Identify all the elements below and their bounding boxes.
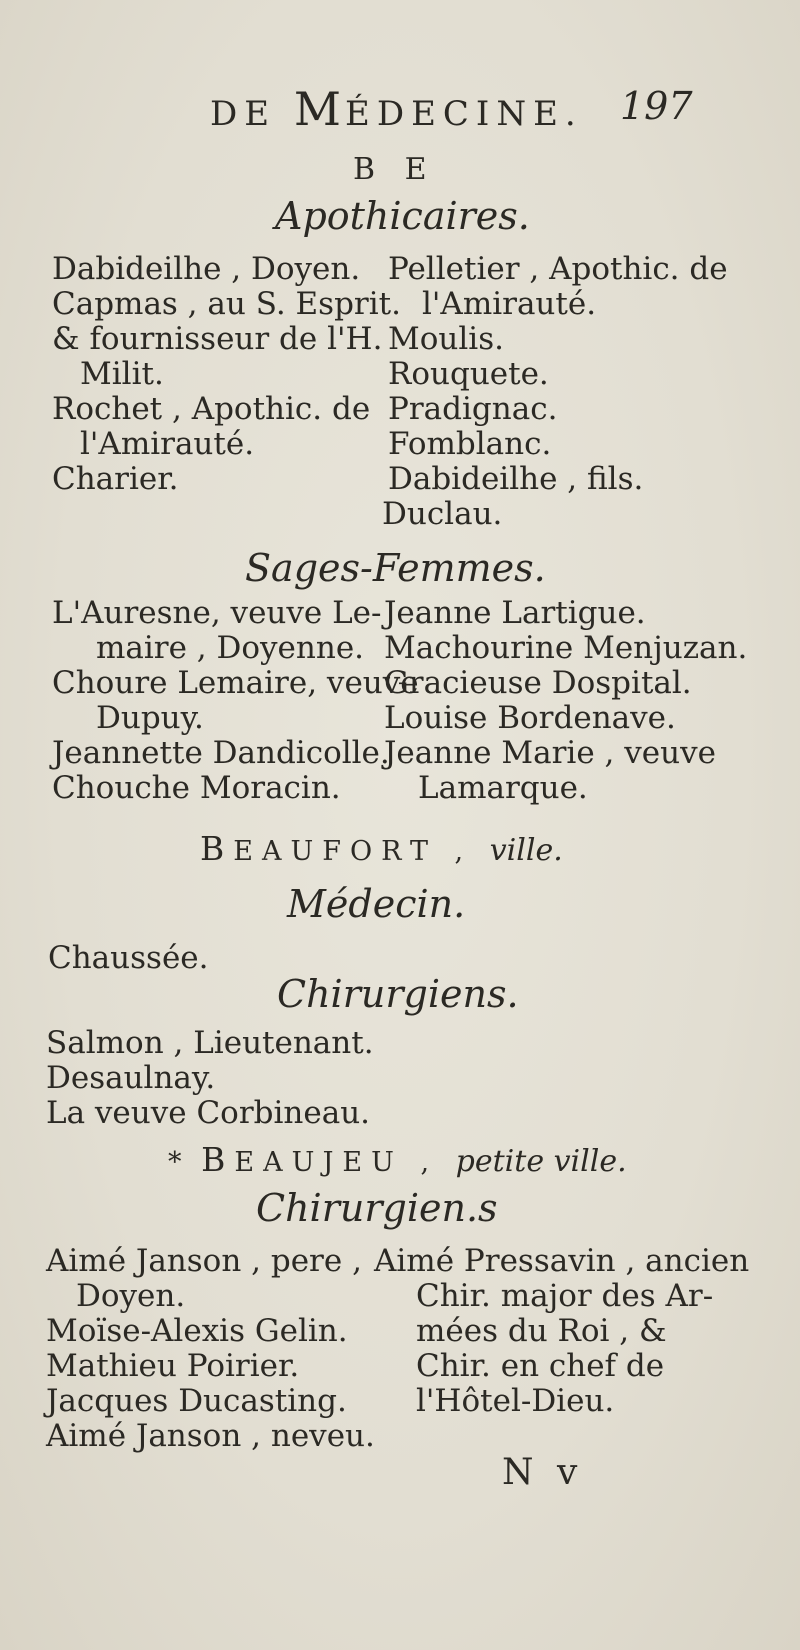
- list-item: l'Hôtel-Dieu.: [416, 1383, 615, 1419]
- beaujeu-left-column: [46, 1243, 375, 1454]
- section-title-medecin: Médecin.: [287, 882, 466, 926]
- list-item: La veuve Corbineau.: [46, 1095, 371, 1131]
- town-cap: B: [200, 829, 234, 868]
- town-kind: ville.: [489, 833, 563, 868]
- list-item: Chaussée.: [48, 940, 209, 976]
- list-item: Rouquete.: [388, 356, 549, 392]
- list-item: & fournisseur de l'H.: [52, 321, 383, 357]
- chirurgiens-list: [46, 1026, 374, 1131]
- list-item: Milit.: [80, 356, 164, 392]
- town-kind: petite ville.: [455, 1144, 627, 1179]
- asterisk-mark: *: [168, 1147, 184, 1178]
- running-head-prefix: DE: [210, 94, 277, 134]
- sages-femmes-left-column: [52, 595, 419, 806]
- list-item: Choure Lemaire, veuve: [52, 665, 419, 701]
- list-item: l'Amirauté.: [80, 426, 255, 462]
- list-item: Gracieuse Dospital.: [384, 665, 692, 701]
- list-item: mées du Roi , &: [416, 1313, 667, 1349]
- list-item: Lamarque.: [418, 770, 588, 806]
- list-item: Pradignac.: [388, 391, 558, 427]
- list-item: Desaulnay.: [46, 1060, 216, 1096]
- list-item: l'Amirauté.: [422, 286, 597, 322]
- list-item: Jeanne Marie , veuve: [384, 735, 716, 771]
- list-item: Chir. en chef de: [416, 1348, 665, 1384]
- list-item: Chouche Moracin.: [52, 770, 341, 806]
- list-item: Chir. major des Ar-: [416, 1278, 714, 1314]
- list-item: Jeanne Lartigue.: [384, 595, 646, 631]
- section-title-sages-femmes: Sages-Femmes.: [245, 546, 546, 590]
- list-item: Aimé Pressavin , ancien: [374, 1243, 750, 1279]
- apothicaires-left-column: [52, 251, 401, 497]
- list-item: Duclau.: [382, 496, 503, 532]
- section-title-chirurgien-s: Chirurgien.s: [256, 1186, 498, 1230]
- page-number: 197: [620, 84, 693, 128]
- medecin-list: [48, 941, 209, 976]
- town-name: EAUJEU ,: [234, 1147, 439, 1178]
- list-item: Jacques Ducasting.: [46, 1383, 347, 1419]
- list-item: Jeannette Dandicolle.: [52, 735, 390, 771]
- running-head: [210, 82, 583, 136]
- list-item: Fomblanc.: [388, 426, 552, 462]
- apothicaires-right-column: [382, 251, 728, 532]
- list-item: Pelletier , Apothic. de: [388, 251, 728, 287]
- town-heading-beaujeu: [168, 1140, 627, 1179]
- list-item: Dabideilhe , Doyen.: [52, 251, 361, 287]
- list-item: Aimé Janson , pere ,: [46, 1243, 362, 1279]
- section-title-chirurgiens: Chirurgiens.: [277, 972, 519, 1016]
- list-item: Capmas , au S. Esprit.: [52, 286, 401, 322]
- list-item: Louise Bordenave.: [384, 700, 676, 736]
- list-item: L'Auresne, veuve Le-: [52, 595, 382, 631]
- list-item: Machourine Menjuzan.: [384, 630, 748, 666]
- running-head-cap: M: [293, 82, 346, 136]
- signature-mark: B E: [353, 152, 437, 187]
- list-item: Mathieu Poirier.: [46, 1348, 300, 1384]
- list-item: Rochet , Apothic. de: [52, 391, 371, 427]
- town-heading-beaufort: [200, 829, 563, 868]
- list-item: Moulis.: [388, 321, 504, 357]
- beaujeu-right-column: [374, 1243, 750, 1419]
- list-item: Salmon , Lieutenant.: [46, 1025, 374, 1061]
- list-item: Aimé Janson , neveu.: [46, 1418, 375, 1454]
- list-item: Dupuy.: [96, 700, 204, 736]
- section-title-apothicaires: Apothicaires.: [275, 194, 530, 238]
- footer-signature: N v: [502, 1452, 584, 1493]
- list-item: Dabideilhe , fils.: [388, 461, 644, 497]
- running-head-rest: ÉDECINE.: [345, 94, 583, 134]
- list-item: Moïse-Alexis Gelin.: [46, 1313, 348, 1349]
- list-item: Charier.: [52, 461, 179, 497]
- sages-femmes-right-column: [384, 595, 748, 806]
- town-cap: B: [201, 1140, 235, 1179]
- list-item: maire , Doyenne.: [96, 630, 365, 666]
- town-name: EAUFORT ,: [233, 836, 473, 867]
- list-item: Doyen.: [76, 1278, 186, 1314]
